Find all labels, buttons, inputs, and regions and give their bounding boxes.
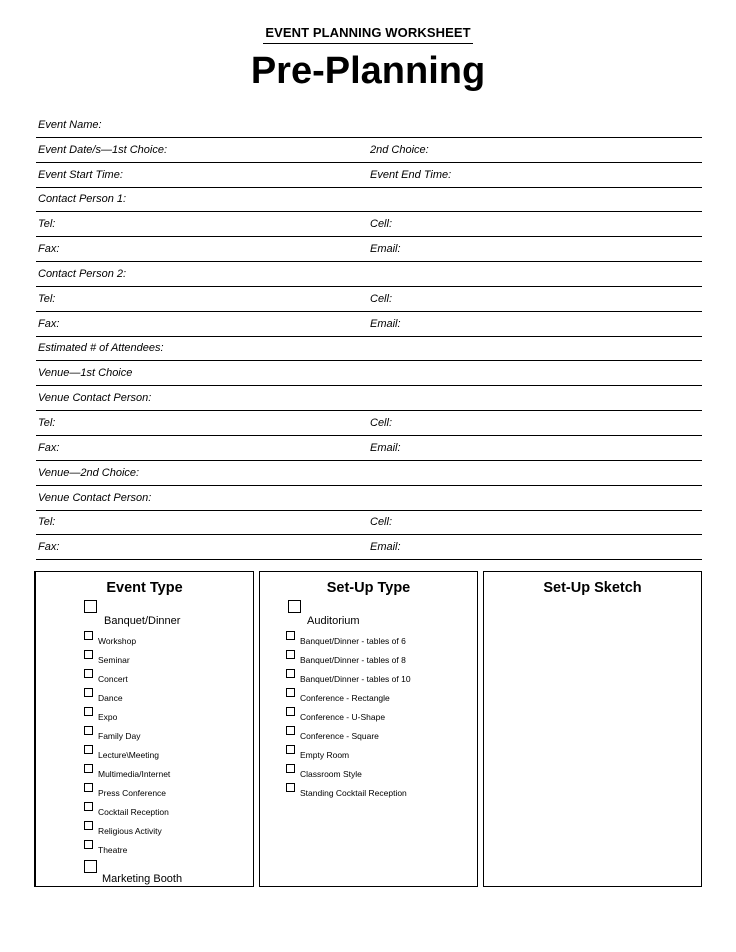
form-row[interactable] <box>36 511 702 536</box>
checkbox[interactable] <box>84 840 93 849</box>
checkbox[interactable] <box>286 688 295 697</box>
form-row[interactable] <box>36 411 702 436</box>
form-row-right-label: Email: <box>370 441 401 454</box>
form-row-label: Event Name: <box>38 118 102 131</box>
checkbox-option-label: Theatre <box>98 845 128 855</box>
checkbox[interactable] <box>286 707 295 716</box>
checkbox-option-label: Banquet/Dinner - tables of 10 <box>300 674 411 684</box>
form-row[interactable] <box>36 262 702 287</box>
form-row-label: Venue—1st Choice <box>38 367 133 380</box>
banquet-dinner-checkbox[interactable] <box>84 600 97 613</box>
form-row[interactable] <box>36 386 702 411</box>
form-row[interactable] <box>36 212 702 237</box>
checkbox-option-label: Cocktail Reception <box>98 807 169 817</box>
checkbox-option-label: Concert <box>98 674 128 684</box>
form-row-label: Event Date/s—1st Choice: <box>38 143 168 156</box>
checkbox[interactable] <box>84 669 93 678</box>
form-row-right-label: Cell: <box>370 516 393 529</box>
checkbox-option-label: Religious Activity <box>98 826 162 836</box>
form-row-label: Venue Contact Person: <box>38 392 152 405</box>
checkbox-option-label: Seminar <box>98 655 130 665</box>
auditorium-label: Auditorium <box>307 615 360 627</box>
form-row-right-label: Email: <box>370 541 401 554</box>
form-row[interactable] <box>36 287 702 312</box>
setup-type-heading: Set-Up Type <box>326 580 411 596</box>
setup-sketch-panel[interactable] <box>483 571 702 887</box>
checkbox-option-label: Banquet/Dinner - tables of 8 <box>300 655 406 665</box>
form-row[interactable] <box>36 312 702 337</box>
auditorium-checkbox[interactable] <box>288 600 301 613</box>
checkbox[interactable] <box>84 783 93 792</box>
form-row[interactable] <box>36 535 702 560</box>
event-type-heading: Event Type <box>106 580 183 596</box>
form-row-label: Tel: <box>38 218 56 231</box>
checkbox-option-label: Classroom Style <box>300 769 362 779</box>
checkbox[interactable] <box>286 764 295 773</box>
checkbox[interactable] <box>286 669 295 678</box>
checkbox-option-label: Conference - U-Shape <box>300 712 386 722</box>
form-row[interactable] <box>36 486 702 511</box>
checkbox-option-label: Multimedia/Internet <box>98 769 171 779</box>
form-row-right-label: Email: <box>370 243 401 256</box>
checkbox-option-label: Banquet/Dinner - tables of 6 <box>300 636 406 646</box>
checkbox[interactable] <box>84 688 93 697</box>
form-row-label: Fax: <box>38 541 60 554</box>
form-row-right-label: Cell: <box>370 416 393 429</box>
checkbox-option-label: Conference - Square <box>300 731 379 741</box>
checkbox-option-label: Workshop <box>98 636 137 646</box>
worksheet-title <box>0 24 736 44</box>
setup-sketch-heading: Set-Up Sketch <box>543 580 642 596</box>
checkbox[interactable] <box>286 650 295 659</box>
form-row[interactable] <box>36 237 702 262</box>
form-row-label: Fax: <box>38 243 60 256</box>
worksheet-title-text: EVENT PLANNING WORKSHEET <box>263 25 472 44</box>
form-row[interactable] <box>36 461 702 486</box>
form-row-label: Tel: <box>38 292 56 305</box>
checkbox[interactable] <box>84 707 93 716</box>
marketing-booth-checkbox[interactable] <box>84 860 97 873</box>
form-row[interactable] <box>36 436 702 461</box>
form-row-label: Estimated # of Attendees: <box>38 342 164 355</box>
checkbox[interactable] <box>286 745 295 754</box>
checkbox[interactable] <box>84 650 93 659</box>
checkbox[interactable] <box>84 726 93 735</box>
form-row-label: Fax: <box>38 317 60 330</box>
form-row-label: Tel: <box>38 416 56 429</box>
form-row-label: Event Start Time: <box>38 168 123 181</box>
form-row-right-label: Event End Time: <box>370 168 452 181</box>
form-row[interactable] <box>36 337 702 362</box>
form-row[interactable] <box>36 113 702 138</box>
form-row[interactable] <box>36 188 702 213</box>
checkbox-option-label: Press Conference <box>98 788 167 798</box>
checkbox[interactable] <box>84 745 93 754</box>
checkbox[interactable] <box>286 726 295 735</box>
checkbox-option-label: Expo <box>98 712 118 722</box>
form-row-label: Contact Person 2: <box>38 267 127 280</box>
checkbox[interactable] <box>286 631 295 640</box>
form-row-right-label: Email: <box>370 317 401 330</box>
form-row-label: Tel: <box>38 516 56 529</box>
form-row-label: Contact Person 1: <box>38 193 127 206</box>
checkbox-option-label: Empty Room <box>300 750 350 760</box>
checkbox[interactable] <box>84 802 93 811</box>
event-type-panel <box>34 571 254 887</box>
marketing-booth-label: Marketing Booth <box>102 873 183 885</box>
checkbox-option-label: Conference - Rectangle <box>300 693 390 703</box>
page-title: Pre-Planning <box>250 50 486 92</box>
form-row[interactable] <box>36 163 702 188</box>
form-row-label: Venue Contact Person: <box>38 491 152 504</box>
form-row[interactable] <box>36 138 702 163</box>
checkbox[interactable] <box>286 783 295 792</box>
checkbox[interactable] <box>84 631 93 640</box>
form-row[interactable] <box>36 361 702 386</box>
setup-type-panel <box>259 571 478 887</box>
checkbox[interactable] <box>84 764 93 773</box>
banquet-dinner-label: Banquet/Dinner <box>104 615 181 627</box>
form-row-label: Venue—2nd Choice: <box>38 466 140 479</box>
checkbox-option-label: Standing Cocktail Reception <box>300 788 407 798</box>
checkbox-option-label: Dance <box>98 693 123 703</box>
planning-form <box>36 113 702 560</box>
form-row-right-label: Cell: <box>370 218 393 231</box>
checkbox-option-label: Lecture\Meeting <box>98 750 159 760</box>
checkbox-option-label: Family Day <box>98 731 141 741</box>
form-row-label: Fax: <box>38 441 60 454</box>
form-row-right-label: 2nd Choice: <box>370 143 429 156</box>
form-row-right-label: Cell: <box>370 292 393 305</box>
checkbox[interactable] <box>84 821 93 830</box>
